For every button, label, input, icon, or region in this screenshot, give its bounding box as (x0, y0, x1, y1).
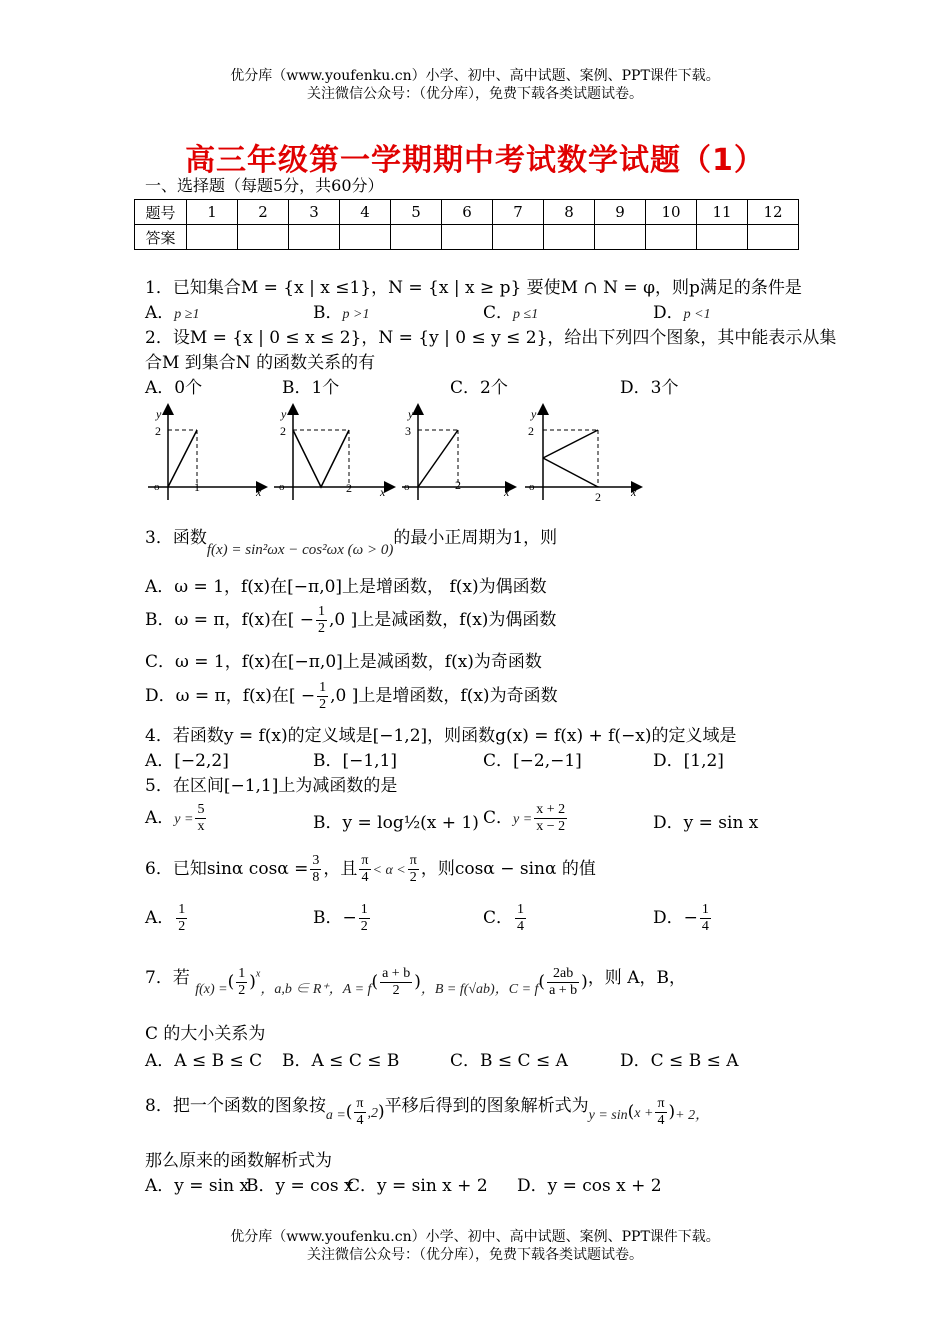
question-5-stem: 5．在区间[−1,1]上为减函数的是 (145, 776, 398, 796)
graph-2 (274, 406, 393, 500)
table-cell: 6 (442, 200, 493, 225)
denominator: 4 (356, 1113, 364, 1128)
fraction (236, 966, 247, 999)
q5-option-a (145, 802, 208, 835)
q1-option-d (653, 302, 711, 326)
denominator: 8 (312, 870, 320, 885)
option-text: B．ω = π，f(x)在 (145, 610, 288, 630)
denominator: 2 (392, 983, 400, 998)
q7-text: ，则 A，B， (587, 968, 686, 988)
denominator: 4 (517, 919, 525, 934)
numerator: π (356, 1096, 364, 1111)
fraction (655, 1096, 666, 1129)
tick-label: 2 (528, 424, 534, 438)
q6-option-b (313, 902, 372, 935)
numerator: 1 (178, 902, 186, 917)
q2-option-d: D．3个 (620, 378, 679, 398)
numerator: 1 (319, 680, 327, 695)
q8-option-b: B．y = cos x (246, 1176, 354, 1196)
site-header-line1: 优分库（www.youfenku.cn）小学、初中、高中试题、案例、PPT课件下载。 (230, 68, 720, 84)
function-curve (418, 430, 458, 487)
table-cell: 8 (544, 200, 595, 225)
q4-option-d: D．[1,2] (653, 751, 724, 771)
y-label: y (531, 407, 537, 421)
q8-result-tail: + 2， (675, 1108, 710, 1123)
q2-graphs (140, 400, 660, 505)
exam-title: 高三年级第一学期期中考试数学试题（1） (185, 143, 765, 178)
table-cell: 11 (697, 200, 748, 225)
table-cell: 答案 (135, 225, 187, 250)
y-label: y (408, 407, 414, 421)
question-7-line2: C 的大小关系为 (145, 1024, 266, 1044)
q8-vector-value: ( $\frac{\pi}{4}$ ,2) (345, 1096, 385, 1128)
q4-option-b: B．[−1,1] (313, 751, 398, 771)
bracket: ,0 ] (330, 686, 359, 706)
table-cell: 10 (646, 200, 697, 225)
tick-label: 3 (405, 424, 411, 438)
x-label: x (256, 485, 262, 499)
q2-option-c: C．2个 (450, 378, 508, 398)
y-label: y (281, 407, 287, 421)
fraction (359, 853, 370, 886)
numerator: π (657, 1096, 665, 1111)
origin-label: o (529, 481, 535, 493)
q7-ab: ，a,b ∈ R⁺， (260, 982, 343, 997)
bracket: ,0 ] (329, 610, 358, 630)
fraction (359, 902, 370, 935)
q1-option-b (313, 302, 369, 326)
origin-label: o (404, 481, 410, 493)
q3-option-b (145, 604, 556, 637)
fraction (534, 802, 567, 835)
fraction (176, 902, 187, 935)
denominator: 2 (409, 870, 417, 885)
q5-option-c (483, 802, 569, 835)
graph-1 (148, 406, 265, 500)
q8-option-a: A．y = sin x (145, 1176, 250, 1196)
numerator: 1 (517, 902, 525, 917)
option-text: D．ω = π，f(x)在 (145, 686, 289, 706)
table-cell: 1 (187, 200, 238, 225)
q4-option-a: A．[−2,2] (145, 751, 229, 771)
table-cell: 7 (493, 200, 544, 225)
graph-4 (525, 406, 640, 504)
site-footer-line2: 关注微信公众号：（优分库），免费下载各类试题试卷。 (307, 1247, 643, 1263)
q4-option-c: C．[−2,−1] (483, 751, 582, 771)
q8-option-c: C．y = sin x + 2 (347, 1176, 488, 1196)
q7-base: ( $\frac{1}{2}$ ) (227, 966, 256, 998)
q2-option-b: B．1个 (282, 378, 340, 398)
q5-option-b: B．y = log½(x + 1) (313, 813, 479, 833)
fraction (195, 802, 206, 835)
fraction (408, 853, 419, 886)
q8-vector: a = (325, 1108, 346, 1123)
option-label: C． (483, 303, 514, 323)
tick-label: 2 (155, 424, 161, 438)
option-math: y = (174, 812, 194, 827)
option-math: p <1 (683, 307, 711, 322)
q1-option-c (483, 302, 538, 326)
table-cell: 题号 (135, 200, 187, 225)
function-curve (543, 430, 598, 458)
denominator: 2 (238, 983, 246, 998)
answer-cell[interactable] (391, 225, 442, 250)
graph-3 (402, 406, 514, 500)
table-cell: 12 (748, 200, 799, 225)
numerator: 3 (312, 853, 320, 868)
denominator: x (197, 819, 205, 834)
option-text: 上是增函数，f(x)为奇函数 (358, 686, 558, 706)
question-4-stem: 4．若函数y = f(x)的定义域是[−1,2]，则函数g(x) = f(x) + f(−x)的定义域是 (145, 726, 737, 746)
table-cell: 9 (595, 200, 646, 225)
q6-option-a (145, 902, 189, 935)
q2-option-a: A．0个 (145, 378, 203, 398)
function-curve (168, 430, 197, 487)
option-label: C． (483, 808, 514, 828)
q6-option-d (653, 902, 713, 935)
question-2-stem-line2: 合M 到集合N 的函数关系的有 (145, 353, 376, 373)
answer-cell[interactable] (697, 225, 748, 250)
option-label: A． (145, 808, 175, 828)
function-curve (543, 458, 598, 487)
q7-option-c: C．B ≤ C ≤ A (450, 1051, 568, 1071)
q3-option-c: C．ω = 1，f(x)在[−π,0]上是减函数，f(x)为奇函数 (145, 652, 542, 672)
numerator: 1 (701, 902, 709, 917)
answer-cell[interactable] (238, 225, 289, 250)
arg-text: x + (634, 1106, 654, 1121)
q6-option-c (483, 902, 528, 935)
tick-label: 2 (595, 490, 601, 504)
option-label: C． (483, 908, 514, 928)
x-label: x (504, 485, 510, 499)
question-7-stem (145, 962, 815, 998)
denominator: 4 (701, 919, 709, 934)
option-math: p ≤1 (513, 307, 539, 322)
table-cell: 2 (238, 200, 289, 225)
numerator: x + 2 (536, 802, 566, 817)
origin-label: o (154, 481, 160, 493)
fraction (547, 966, 579, 999)
q5-option-d: D．y = sin x (653, 813, 759, 833)
answer-cell[interactable] (595, 225, 646, 250)
table-cell: 3 (289, 200, 340, 225)
q3-pre: 3．函数 (145, 528, 207, 548)
answer-cell[interactable] (187, 225, 238, 250)
exponent: x (255, 968, 261, 980)
q8-result: y = sin (588, 1108, 628, 1123)
answer-cell[interactable] (442, 225, 493, 250)
q7-c-arg: ( $\frac{2ab}{a + b}$ ) (538, 966, 588, 998)
q7-option-a: A．A ≤ B ≤ C (145, 1051, 263, 1071)
origin-label: o (279, 481, 285, 493)
q7-a-def: A = f (342, 982, 372, 997)
denominator: 4 (361, 870, 369, 885)
inequality: < α < (372, 863, 406, 878)
tick-label: 2 (346, 481, 352, 495)
function-curve (293, 430, 349, 487)
numerator: 5 (197, 802, 205, 817)
q6-text: ，则cosα − sinα 的值 (420, 859, 596, 879)
denominator: 2 (318, 621, 326, 636)
option-label: A． (145, 908, 175, 928)
numerator: 1 (360, 902, 368, 917)
table-row (135, 225, 799, 250)
answer-cell[interactable] (646, 225, 697, 250)
table-cell: 5 (391, 200, 442, 225)
numerator: 2ab (547, 966, 579, 983)
option-label: B．− (313, 908, 357, 928)
fraction (380, 966, 412, 999)
question-8-line2: 那么原来的函数解析式为 (145, 1151, 332, 1171)
q3-post: 的最小正周期为1，则 (393, 528, 558, 548)
q7-text: 7．若 (145, 968, 190, 988)
numerator: 1 (238, 966, 246, 981)
option-label: B． (313, 303, 343, 323)
q7-option-b: B．A ≤ C ≤ B (282, 1051, 400, 1071)
answer-cell[interactable] (289, 225, 340, 250)
answer-cell[interactable] (493, 225, 544, 250)
option-math: p >1 (342, 307, 370, 322)
y-label: y (156, 407, 162, 421)
q3-option-a: A．ω = 1，f(x)在[−π,0]上是增函数， f(x)为偶函数 (145, 577, 547, 597)
denominator: 2 (360, 919, 368, 934)
numerator: a + b (382, 966, 411, 981)
q3-formula: f(x) = sin²ωx − cos²ωx (ω > 0) (206, 542, 394, 558)
denominator: x − 2 (536, 819, 566, 834)
answer-cell[interactable] (340, 225, 391, 250)
fraction (700, 902, 711, 935)
answer-cell[interactable] (544, 225, 595, 250)
fraction (310, 853, 321, 886)
denominator: a + b (549, 983, 578, 998)
tick-label: 1 (194, 480, 200, 494)
q7-a-arg: ( $\frac{a + b}{2}$ ) (371, 966, 421, 998)
site-header-line2: 关注微信公众号：（优分库），免费下载各类试题试卷。 (307, 86, 643, 102)
tick-label: 2 (455, 478, 461, 492)
denominator: 2 (319, 697, 327, 712)
q6-text: 6．已知sinα cosα = (145, 859, 309, 879)
section-heading: 一、选择题（每题5分，共60分） (145, 176, 384, 195)
question-6-stem (145, 853, 596, 886)
q3-option-d (145, 680, 558, 713)
tick-label: 2 (280, 424, 286, 438)
numerator: 1 (318, 604, 326, 619)
q8-result-arg: (x + $\frac{\pi}{4}$ ) (627, 1096, 676, 1128)
option-text: 上是减函数，f(x)为偶函数 (357, 610, 557, 630)
q7-c-def: C = f (508, 982, 539, 997)
fraction (317, 680, 328, 713)
option-math: p ≥1 (174, 307, 200, 322)
vector-tail: ,2 (367, 1106, 378, 1121)
option-label: D．− (653, 908, 698, 928)
question-3-stem (145, 527, 558, 558)
answer-cell[interactable] (748, 225, 799, 250)
fraction (515, 902, 526, 935)
q6-text: ，且 (323, 859, 358, 879)
q7-option-d: D．C ≤ B ≤ A (620, 1051, 739, 1071)
numerator: π (361, 853, 369, 868)
question-1-stem: 1．已知集合M = {x | x ≤1}，N = {x | x ≥ p} 要使M ∩ N = φ，则p满足的条件是 (145, 278, 802, 298)
bracket: [ − (288, 686, 316, 706)
q8-option-d: D．y = cos x + 2 (517, 1176, 662, 1196)
q8-text: 8．把一个函数的图象按 (145, 1096, 326, 1116)
numerator: π (409, 853, 417, 868)
table-row (135, 200, 799, 225)
option-label: D． (653, 303, 684, 323)
x-label: x (380, 485, 386, 499)
option-math: y = (513, 812, 533, 827)
answer-table (134, 199, 799, 250)
denominator: 2 (178, 919, 186, 934)
fraction (354, 1096, 365, 1129)
denominator: 4 (657, 1113, 665, 1128)
question-2-stem-line1: 2．设M = {x | 0 ≤ x ≤ 2}，N = {y | 0 ≤ y ≤ 2}，给出下列四个图象，其中能表示从集 (145, 328, 837, 348)
q1-option-a (145, 302, 199, 326)
site-footer-line1: 优分库（www.youfenku.cn）小学、初中、高中试题、案例、PPT课件下载。 (230, 1229, 720, 1245)
bracket: [ − (287, 610, 315, 630)
x-label: x (631, 485, 637, 499)
q7-f-def: f(x) = (195, 982, 228, 997)
q8-text: 平移后得到的图象解析式为 (384, 1096, 589, 1116)
question-8-stem (145, 1090, 815, 1128)
table-cell: 4 (340, 200, 391, 225)
option-label: A． (145, 303, 175, 323)
q7-b-def: ，B = f(√ab)， (420, 982, 509, 997)
fraction (316, 604, 327, 637)
